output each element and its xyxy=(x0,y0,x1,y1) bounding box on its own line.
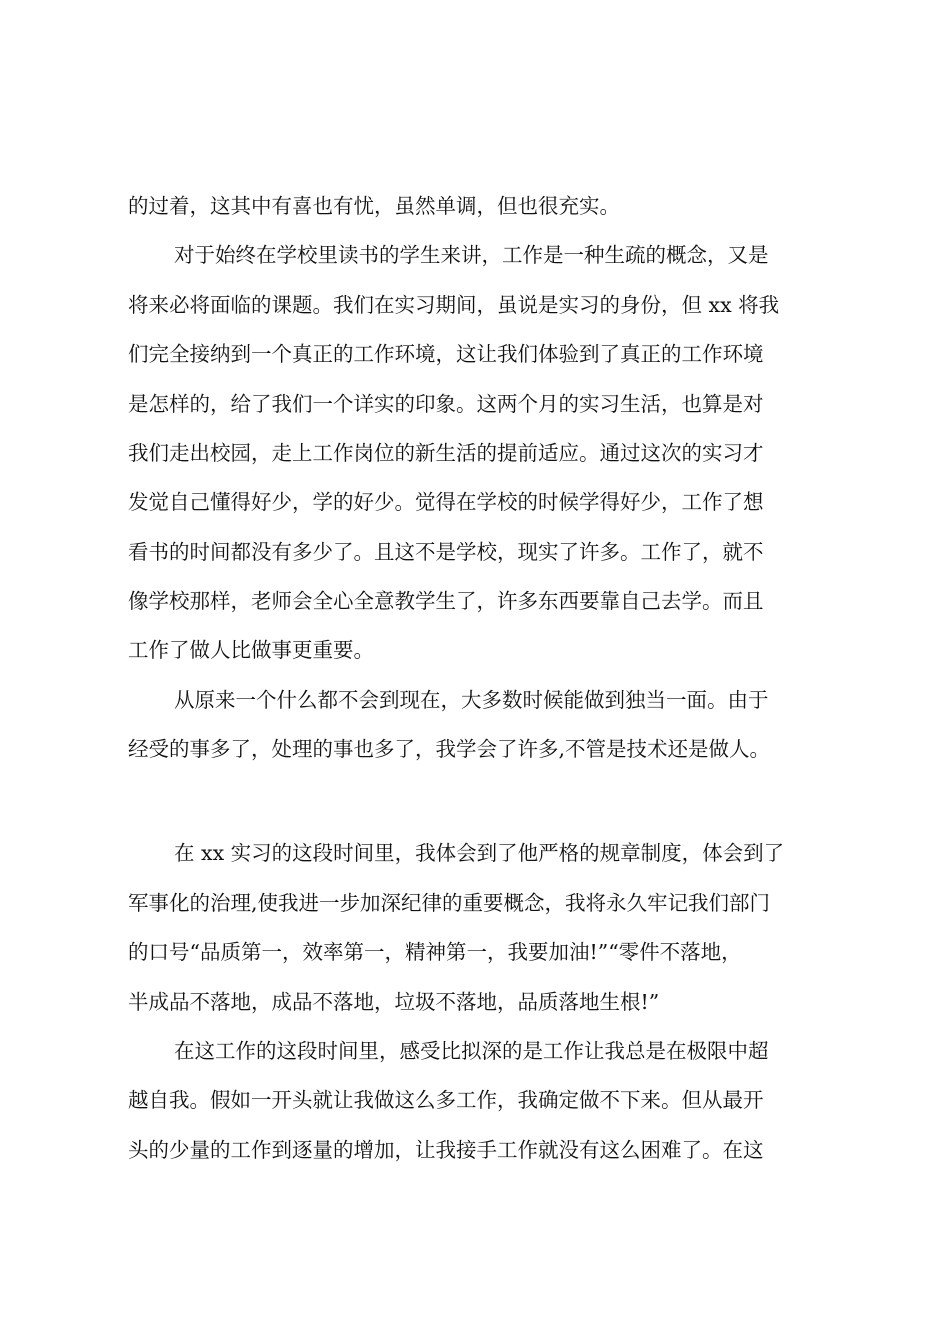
text-line: 工作了做人比做事更重要。 xyxy=(128,638,374,662)
text-line: 从原来一个什么都不会到现在，大多数时候能做到独当一面。由于 xyxy=(174,688,769,712)
text-line: 越自我。假如一开头就让我做这么多工作，我确定做不下来。但从最开 xyxy=(128,1088,764,1112)
text-line: 半成品不落地，成品不落地，垃圾不落地，品质落地生根!” xyxy=(128,990,660,1014)
text-line: 在 xx 实习的这段时间里，我体会到了他严格的规章制度，体会到了 xyxy=(174,841,785,865)
text-line: 像学校那样，老师会全心全意教学生了，许多东西要靠自己去学。而且 xyxy=(128,589,764,613)
text-line: 发觉自己懂得好少，学的好少。觉得在学校的时候学得好少，工作了想 xyxy=(128,490,764,514)
text-line: 将来必将面临的课题。我们在实习期间，虽说是实习的身份，但 xx 将我 xyxy=(128,293,780,317)
text-line: 的口号“品质第一，效率第一，精神第一，我要加油!”“零件不落地， xyxy=(128,940,742,964)
text-line: 看书的时间都没有多少了。且这不是学校，现实了许多。工作了，就不 xyxy=(128,540,764,564)
text-line: 对于始终在学校里读书的学生来讲，工作是一种生疏的概念，又是 xyxy=(174,243,769,267)
text-line: 头的少量的工作到逐量的增加，让我接手工作就没有这么困难了。在这 xyxy=(128,1138,764,1162)
text-line: 我们走出校园，走上工作岗位的新生活的提前适应。通过这次的实习才 xyxy=(128,441,764,465)
text-line: 军事化的治理,使我进一步加深纪律的重要概念，我将永久牢记我们部门 xyxy=(128,891,771,915)
text-line: 们完全接纳到一个真正的工作环境，这让我们体验到了真正的工作环境 xyxy=(128,342,764,366)
text-line: 在这工作的这段时间里，感受比拟深的是工作让我总是在极限中超 xyxy=(174,1039,769,1063)
text-line: 经受的事多了，处理的事也多了，我学会了许多,不管是技术还是做人。 xyxy=(128,737,771,761)
text-line: 的过着，这其中有喜也有忧，虽然单调，但也很充实。 xyxy=(128,194,620,218)
text-line: 是怎样的，给了我们一个详实的印象。这两个月的实习生活，也算是对 xyxy=(128,392,764,416)
